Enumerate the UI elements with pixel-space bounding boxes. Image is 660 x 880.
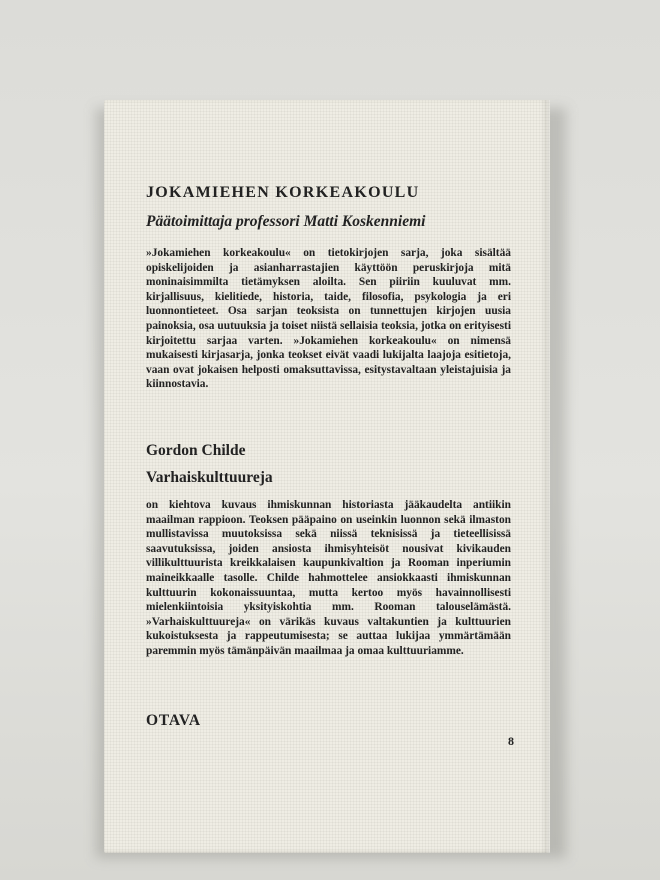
book-title: Varhaiskulttuureja (146, 469, 273, 486)
book-back-cover (104, 100, 550, 853)
publisher-name: OTAVA (146, 712, 201, 729)
series-description: »Jokamiehen korkeakoulu« on tietokirjojen sarja, joka sisältää opiskelijoiden ja asianharrastajien käyttöön peruskirjoja mitä moninaisimmilta tietämyksen aloilta. Sen piiriin kuuluvat mm. kirjallisuus, kielitiede, historia, taide, filosofia, psykologia ja eri luonnontieteet. Osa sarjan teoksista on tunnettujen kirjojen uusia painoksia, osa uutuuksia ja toiset niistä sellaisia teoksia, jotka on erityisesti kirjoitettu sarjaa varten. »Jokamiehen korkeakoulu« on nimensä mukaisesti kirjasarja, jonka teokset eivät vaadi lukijalta laajoja esitietoja, vaan ovat jokaisen helposti omaksuttavissa, esitystavaltaan yleistajuisia ja kiinnostavia. (146, 247, 511, 391)
editor-line: Päätoimittaja professori Matti Koskenniemi (146, 213, 426, 230)
series-title: JOKAMIEHEN KORKEAKOULU (146, 184, 420, 201)
book-description: on kiehtova kuvaus ihmiskunnan historiasta jääkaudelta antiikin maailman rappioon. Teoksen pääpaino on useinkin luonnon sekä ilmaston mullistavissa muutoksissa sekä niissä teknisissä ja tieteellisissä saavutuksissa, joiden ansiosta ihmisyhteisöt nousivat kivikauden villikulttuurista kreikkalaisen kaupunkivaltion ja Rooman inperiumin maineikkaalle tasolle. Childe hahmottelee ansiokkaasti ihmiskunnan kulttuurin kokonaissuuntaa, mutta kertoo myös havainnollisesti mielenkiintoisia yksityiskohtia mm. Rooman talouselämästä. »Varhaiskulttuureja« on värikäs kuvaus valtakuntien ja kulttuurien kukoistuksesta ja rappeutumisesta; se auttaa lukijaa ymmärtämään paremmin myös tämänpäivän maailmaa ja omaa kulttuuriamme. (146, 499, 511, 657)
series-number: 8 (508, 734, 514, 748)
author-name: Gordon Childe (146, 442, 246, 459)
book-edge (540, 100, 550, 853)
